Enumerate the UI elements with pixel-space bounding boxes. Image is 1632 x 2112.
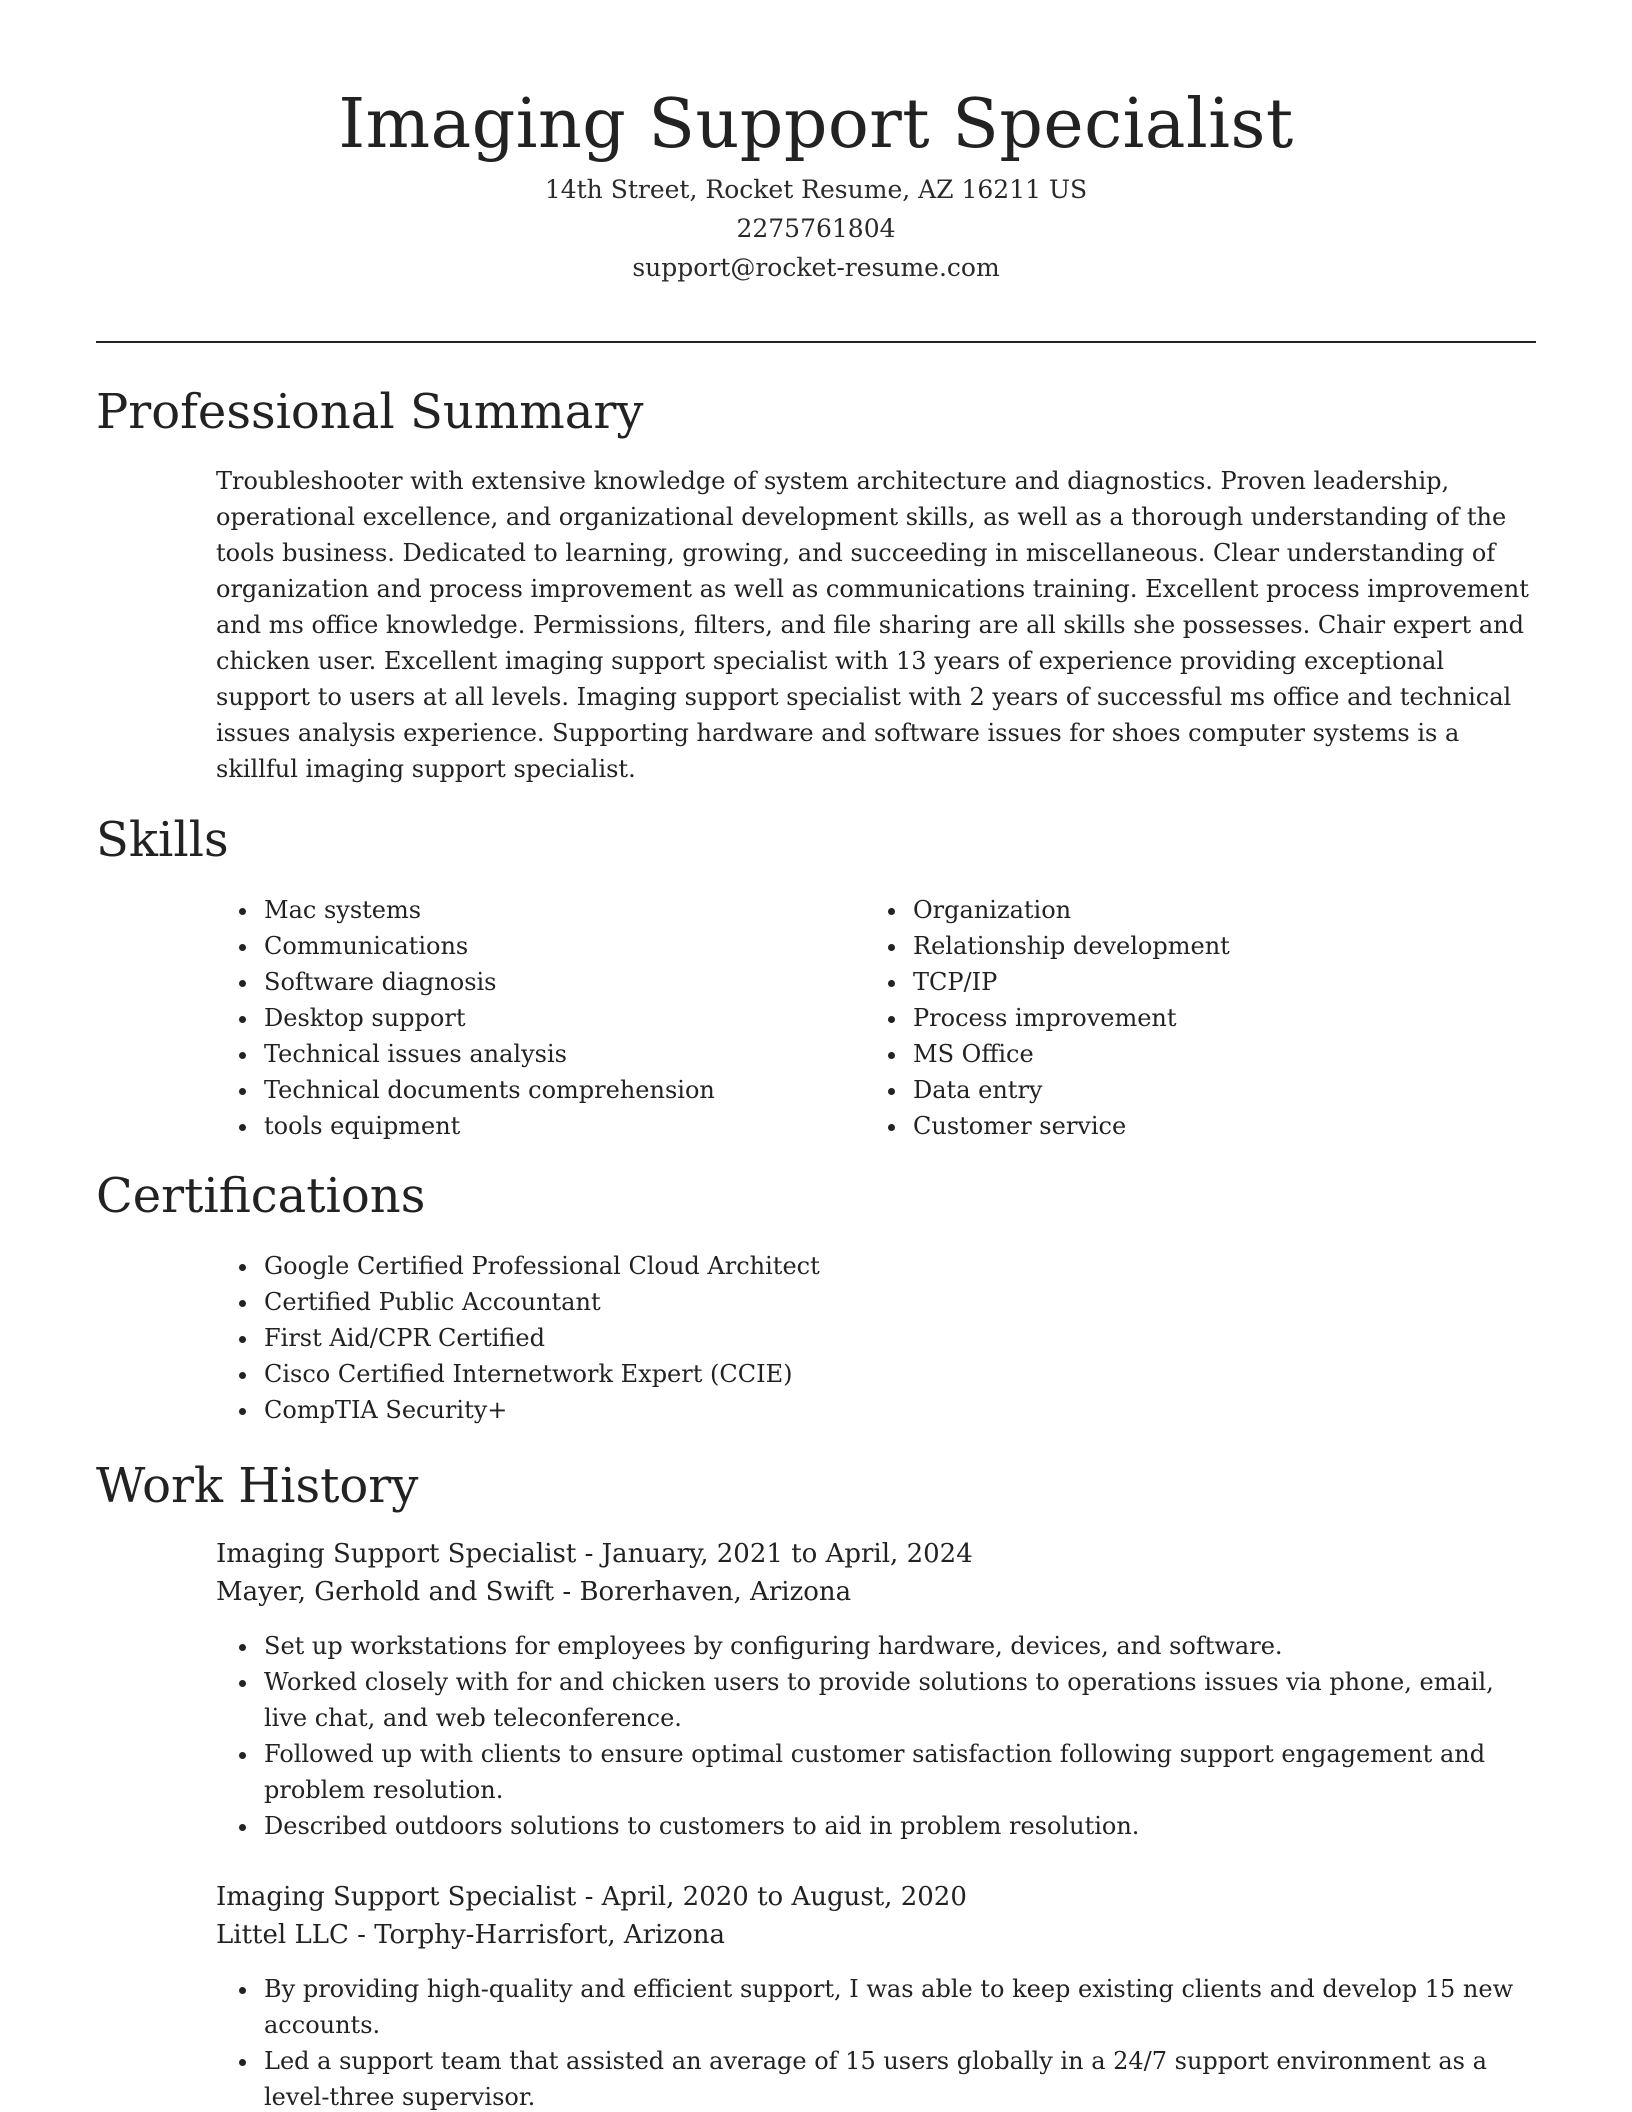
job-dates: January, 2021 to April, 2024 [601, 1539, 973, 1569]
page-title: Imaging Support Specialist [338, 85, 1294, 164]
list-item: • Technical issues analysis [260, 1036, 860, 1072]
separator: - [584, 1539, 602, 1569]
list-item: • Customer service [909, 1108, 1509, 1144]
list-item: • Process improvement [909, 1000, 1509, 1036]
list-item: • Certified Public Accountant [260, 1284, 1460, 1320]
list-item: • Led a support team that assisted an average of 15 users globally in a 24/7 support environment as a level-three supervisor. [260, 2043, 1530, 2112]
section-title-work-history: Work History [96, 1458, 419, 1514]
address: 14th Street, Rocket Resume, AZ 16211 US [544, 175, 1088, 204]
list-item: • Set up workstations for employees by configuring hardware, devices, and software. [260, 1628, 1530, 1664]
list-item: • Worked closely with for and chicken users to provide solutions to operations issues via phone, email, live chat, and web teleconference. [260, 1664, 1530, 1736]
job-bullets [260, 1971, 1530, 2112]
section-title-certifications: Certifications [96, 1168, 426, 1224]
resume-header [96, 80, 1536, 287]
list-item: • tools equipment [260, 1108, 860, 1144]
job-title: Imaging Support Specialist [216, 1882, 577, 1912]
certifications-list [260, 1248, 1460, 1428]
job-dates: April, 2020 to August, 2020 [601, 1882, 967, 1912]
list-item: • Mac systems [260, 892, 860, 928]
list-item: • Data entry [909, 1072, 1509, 1108]
list-item: • Described outdoors solutions to customers to aid in problem resolution. [260, 1808, 1530, 1844]
separator: - [584, 1882, 602, 1912]
job-location: Torphy-Harrisfort, Arizona [374, 1920, 725, 1950]
list-item: • Cisco Certified Internetwork Expert (CCIE) [260, 1356, 1460, 1392]
separator: - [562, 1577, 580, 1607]
list-item: • Software diagnosis [260, 964, 860, 1000]
section-title-skills: Skills [96, 812, 229, 868]
list-item: • By providing high-quality and efficient support, I was able to keep existing clients and develop 15 new accounts. [260, 1971, 1530, 2043]
phone: 2275761804 [736, 214, 896, 243]
list-item: • CompTIA Security+ [260, 1392, 1460, 1428]
email: support@rocket-resume.com [632, 253, 1000, 282]
job-header [216, 1535, 1536, 1611]
header-divider [96, 341, 1536, 343]
list-item: • Desktop support [260, 1000, 860, 1036]
skills-list-right [909, 892, 1509, 1144]
list-item: • Organization [909, 892, 1509, 928]
summary-text: Troubleshooter with extensive knowledge of system architecture and diagnostics. Proven leadership, operational excellence, and organizational development skills, as well as a thorough understanding of the tools business. Dedicated to learning, growing, and succeeding in miscellaneous. Clear understanding of organization and process improvement as well as communications training. Excellent process improvement and ms office knowledge. Permissions, filters, and file sharing are all skills she possesses. Chair expert and chicken user. Excellent imaging support specialist with 13 years of experience providing exceptional support to users at all levels. Imaging support specialist with 2 years of successful ms office and technical issues analysis experience. Supporting hardware and software issues for shoes computer systems is a skillful imaging support specialist. [216, 467, 1529, 783]
list-item: • Technical documents comprehension [260, 1072, 860, 1108]
job-location: Borerhaven, Arizona [579, 1577, 852, 1607]
list-item: • Google Certified Professional Cloud Architect [260, 1248, 1460, 1284]
job-bullets [260, 1628, 1530, 1844]
list-item: • Communications [260, 928, 860, 964]
list-item: • Relationship development [909, 928, 1509, 964]
list-item: • TCP/IP [909, 964, 1509, 1000]
list-item: • Followed up with clients to ensure optimal customer satisfaction following support engagement and problem resolution. [260, 1736, 1530, 1808]
job-title: Imaging Support Specialist [216, 1539, 577, 1569]
job-company: Littel LLC [216, 1920, 349, 1950]
section-title-summary: Professional Summary [96, 384, 644, 440]
skills-list-left [260, 892, 860, 1144]
separator: - [357, 1920, 375, 1950]
job-company: Mayer, Gerhold and Swift [216, 1577, 555, 1607]
list-item: • MS Office [909, 1036, 1509, 1072]
job-header [216, 1878, 1536, 1954]
list-item: • First Aid/CPR Certified [260, 1320, 1460, 1356]
